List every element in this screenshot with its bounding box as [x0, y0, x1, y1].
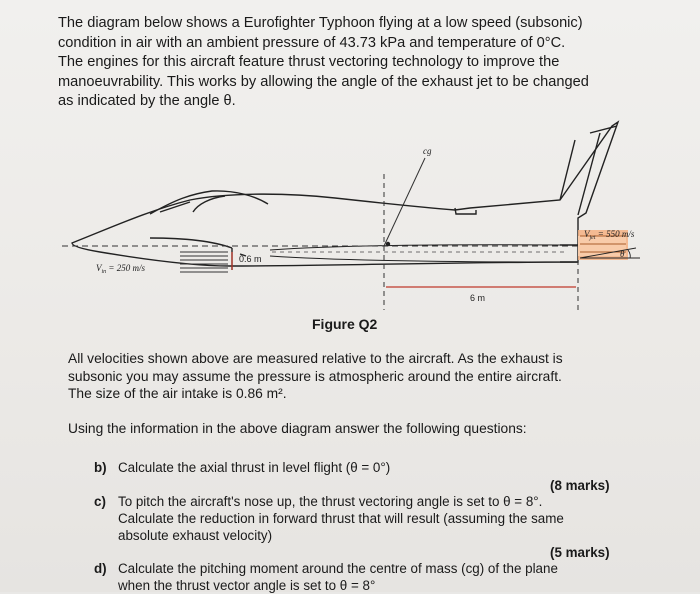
body-line: The size of the air intake is 0.86 m². [68, 386, 287, 402]
cg-point [386, 242, 390, 246]
figure-caption: Figure Q2 [312, 316, 378, 332]
question-line: To pitch the aircraft's nose up, the thrust vectoring angle is set to θ = 8°. [118, 494, 543, 509]
jet-velocity-label: $V_{jet} = 550$ m/s [584, 229, 635, 241]
intake-flow-lines [180, 252, 228, 272]
question-line: Calculate the reduction in forward thrust that will result (assuming the same [118, 511, 564, 526]
distance-label: 6 m [470, 293, 486, 303]
body-line: subsonic you may assume the pressure is atmospheric around the entire aircraft. [68, 368, 562, 384]
intro-line: condition in air with an ambient pressure of 43.73 kPa and temperature of 0°C. [58, 34, 566, 51]
fuselage [72, 122, 618, 270]
questions-intro: Using the information in the above diagram answer the following questions: [68, 421, 527, 436]
question-label: c) [94, 494, 106, 509]
angle-arc [628, 250, 630, 258]
question-label: b) [94, 460, 107, 475]
body-paragraph [68, 350, 668, 403]
marks-b: (8 marks) [550, 478, 610, 493]
question-label: d) [94, 561, 107, 576]
intake-velocity-label: $V_{in} = 250$ m/s [96, 263, 145, 275]
cg-label: cg [423, 146, 432, 156]
intro-line: The engines for this aircraft feature thrust vectoring technology to improve the [58, 54, 560, 71]
question-line: Calculate the pitching moment around the centre of mass (cg) of the plane [118, 561, 558, 576]
intro-line: manoeuvrability. This works by allowing the angle of the exhaust jet to be changed [58, 73, 589, 90]
question-line: when the thrust vector angle is set to θ = 8° [118, 578, 376, 593]
intro-line: The diagram below shows a Eurofighter Typhoon flying at a low speed (subsonic) [58, 15, 583, 31]
cg-leader-line [384, 158, 425, 246]
question-line: Calculate the axial thrust in level flight (θ = 0°) [118, 460, 391, 475]
intake-size-label: 0.6 m [239, 254, 262, 264]
body-line: All velocities shown above are measured relative to the aircraft. As the exhaust is [68, 351, 563, 366]
marks-c: (5 marks) [550, 545, 610, 560]
intro-line: as indicated by the angle θ. [58, 93, 236, 110]
question-line: absolute exhaust velocity) [118, 528, 273, 543]
exhaust-jet-core [578, 236, 626, 256]
angle-label: θ [620, 249, 625, 259]
